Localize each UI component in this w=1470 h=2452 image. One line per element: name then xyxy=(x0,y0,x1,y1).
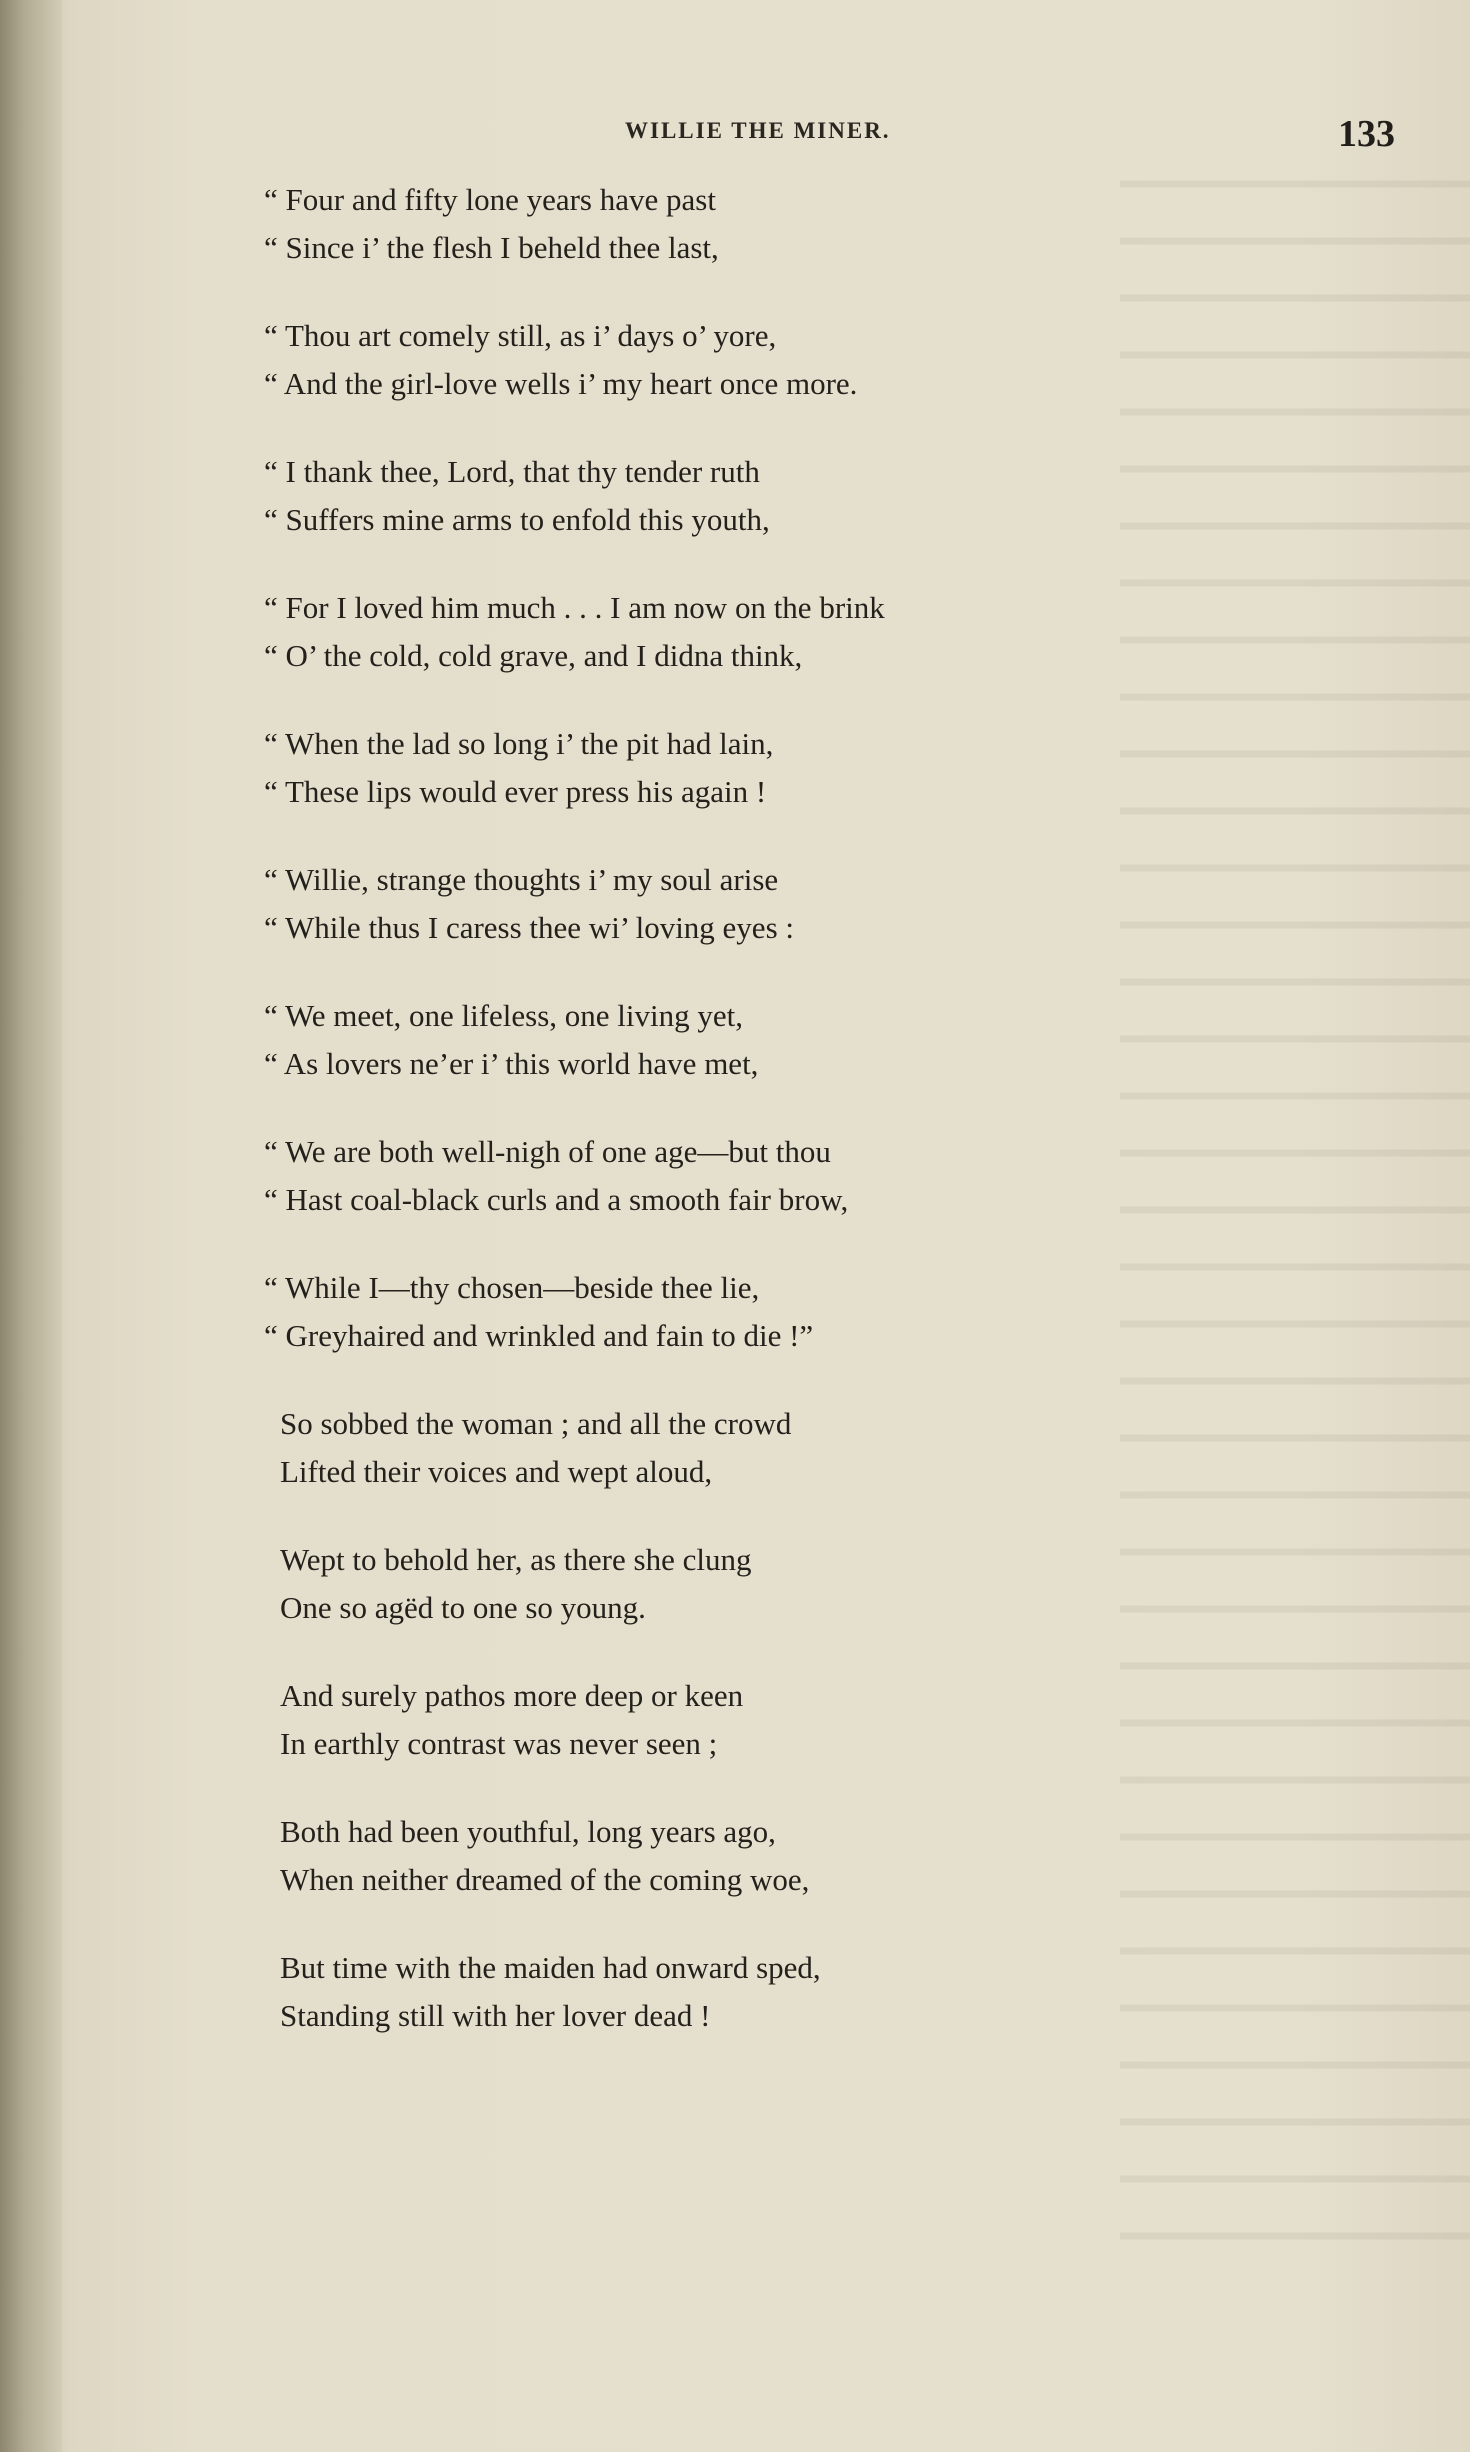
poem-line: “ While thus I caress thee wi’ loving eyes : xyxy=(264,910,794,945)
stanza xyxy=(264,176,1280,272)
poem-line: “ And the girl-love wells i’ my heart once more. xyxy=(264,366,858,401)
page-gutter-shadow xyxy=(0,0,62,2452)
poem-line: “ Hast coal-black curls and a smooth fair brow, xyxy=(264,1182,849,1217)
poem-line: And surely pathos more deep or keen xyxy=(280,1678,744,1713)
poem-line: So sobbed the woman ; and all the crowd xyxy=(280,1406,792,1441)
poem-line: In earthly contrast was never seen ; xyxy=(280,1726,718,1761)
stanza xyxy=(264,1264,1280,1360)
poem-line: “ These lips would ever press his again ! xyxy=(264,774,767,809)
stanza xyxy=(264,856,1280,952)
poem-line: When neither dreamed of the coming woe, xyxy=(280,1862,810,1897)
poem-line: “ As lovers ne’er i’ this world have met, xyxy=(264,1046,759,1081)
poem-line: “ Suffers mine arms to enfold this youth, xyxy=(264,502,770,537)
poem-line: “ When the lad so long i’ the pit had lain, xyxy=(264,726,774,761)
stanza xyxy=(264,992,1280,1088)
poem-line: Wept to behold her, as there she clung xyxy=(280,1542,752,1577)
poem-line: Lifted their voices and wept aloud, xyxy=(280,1454,713,1489)
poem-line: “ Four and fifty lone years have past xyxy=(264,182,716,217)
poem-line: “ I thank thee, Lord, that thy tender ruth xyxy=(264,454,760,489)
poem-line: “ Greyhaired and wrinkled and fain to die !” xyxy=(264,1318,814,1353)
stanza xyxy=(280,1400,1280,1496)
poem-line: “ O’ the cold, cold grave, and I didna think, xyxy=(264,638,803,673)
poem-line: One so agëd to one so young. xyxy=(280,1590,646,1625)
stanza xyxy=(280,1672,1280,1768)
poem-line: Standing still with her lover dead ! xyxy=(280,1998,711,2033)
stanza xyxy=(264,584,1280,680)
poem-line: But time with the maiden had onward sped, xyxy=(280,1950,821,1985)
poem-line: “ We are both well-nigh of one age—but thou xyxy=(264,1134,831,1169)
poem-line: “ Since i’ the flesh I beheld thee last, xyxy=(264,230,719,265)
poem-line: “ Thou art comely still, as i’ days o’ yore, xyxy=(264,318,777,353)
stanza xyxy=(264,720,1280,816)
poem-line: “ While I—thy chosen—beside thee lie, xyxy=(264,1270,760,1305)
stanza xyxy=(280,1944,1280,2040)
running-title: WILLIE THE MINER. xyxy=(625,118,891,143)
poem xyxy=(264,176,1280,2080)
stanza xyxy=(264,312,1280,408)
poem-line: Both had been youthful, long years ago, xyxy=(280,1814,776,1849)
stanza xyxy=(280,1536,1280,1632)
poem-line: “ Willie, strange thoughts i’ my soul arise xyxy=(264,862,779,897)
page-number: 133 xyxy=(1338,113,1395,155)
stanza xyxy=(280,1808,1280,1904)
poem-line: “ We meet, one lifeless, one living yet, xyxy=(264,998,744,1033)
stanza xyxy=(264,1128,1280,1224)
stanza xyxy=(264,448,1280,544)
poem-line: “ For I loved him much . . . I am now on the brink xyxy=(264,590,885,625)
